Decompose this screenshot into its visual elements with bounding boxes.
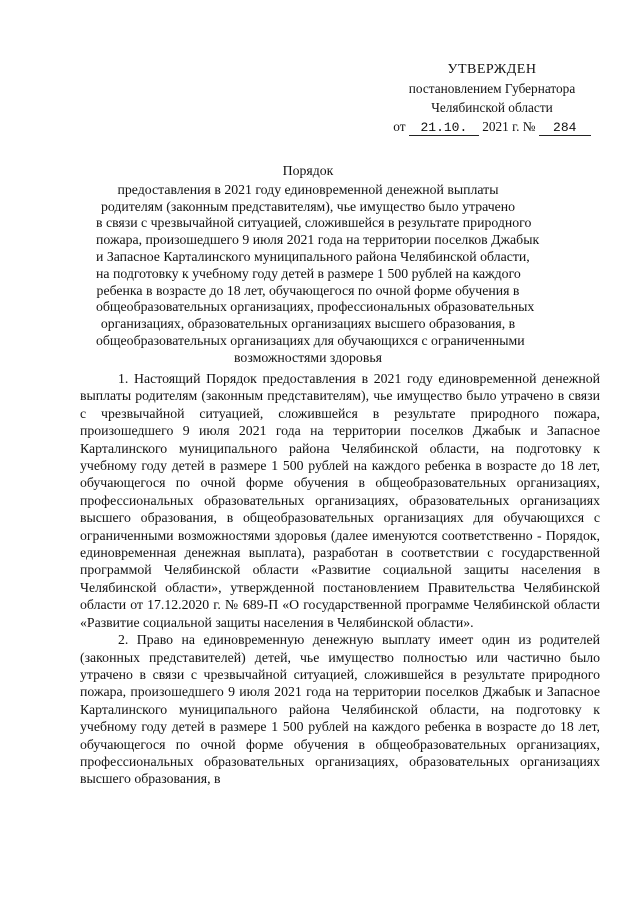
title-line: возможностями здоровья xyxy=(234,349,382,365)
document-body xyxy=(80,370,600,788)
title-line: организациях, образовательных организациях высшего образования, в xyxy=(100,316,516,332)
title-line: общеобразовательных организациях для обучающихся с ограниченными xyxy=(96,332,525,348)
approval-stamp xyxy=(372,60,612,136)
title-heading: Порядок xyxy=(282,163,334,178)
date-value: 21.10. xyxy=(409,120,479,136)
approval-heading: УТВЕРЖДЕН xyxy=(447,62,537,77)
title-line: на подготовку к учебному году детей в размере 1 500 рублей на каждого xyxy=(96,265,521,281)
title-line: ребенка в возрасте до 18 лет, обучающегося по очной форме обучения в xyxy=(96,282,520,298)
year-text: 2021 г. № xyxy=(482,119,536,134)
paragraph-2: 2. Право на единовременную денежную выплату имеет один из родителей (законных представителей) детей, чье имущество полностью или частично было утрачено в связи с чрезвычайной ситуацией, сложившейся в результате природного пожара, произошедшего 9 июля 2021 года на территории поселков Джабык и Запасное Карталинского муниципального района Челябинской области, на подготовку к учебному году детей в размере 1 500 рублей на каждого ребенка в возрасте до 18 лет, обучающегося по очной форме обучения в общеобразовательных организациях, профессиональных образовательных организациях, образовательных организациях высшего образования, в xyxy=(80,632,600,787)
title-line: и Запасное Карталинского муниципального района Челябинской области, xyxy=(96,248,530,264)
approval-line-1: постановлением Губернатора xyxy=(408,81,576,96)
date-prefix: от xyxy=(393,119,406,134)
title-line: общеобразовательных организациях, профессиональных образовательных xyxy=(96,299,535,315)
decree-number: 284 xyxy=(539,120,591,136)
approval-date-line xyxy=(372,117,612,136)
title-line: в связи с чрезвычайной ситуацией, сложившейся в результате природного xyxy=(96,215,532,231)
paragraph-1: 1. Настоящий Порядок предоставления в 2021 году единовременной денежной выплаты родителям (законным представителям), чье имущество было утрачено в связи с чрезвычайной ситуацией, сложившейся в результате природного пожара, произошедшего 9 июля 2021 года на территории поселков Джабык и Запасное Карталинского муниципального района Челябинской области, на подготовку к учебному году детей в размере 1 500 рублей на каждого ребенка в возрасте до 18 лет, обучающегося по очной форме обучения в общеобразовательных организациях, профессиональных образовательных организациях, образовательных организациях высшего образования, в общеобразовательных организациях для обучающихся с ограниченными возможностями здоровья (далее именуются соответственно - Порядок, единовременная денежная выплата), разработан в соответствии с государственной программой Челябинской области «Развитие социальной защиты населения в Челябинской области», утвержденной постановлением Правительства Челябинской области от 17.12.2020 г. № 689-П «О государственной программе Челябинской области «Развитие социальной защиты населения в Челябинской области». xyxy=(80,371,600,630)
title-line: родителям (законным представителям), чье имущество было утрачено xyxy=(100,198,516,214)
document-title xyxy=(96,163,540,367)
title-line: предоставления в 2021 году единовременной денежной выплаты xyxy=(117,181,499,197)
title-line: пожара, произошедшего 9 июля 2021 года на территории поселков Джабык xyxy=(96,232,540,248)
approval-line-2: Челябинской области xyxy=(431,100,553,115)
